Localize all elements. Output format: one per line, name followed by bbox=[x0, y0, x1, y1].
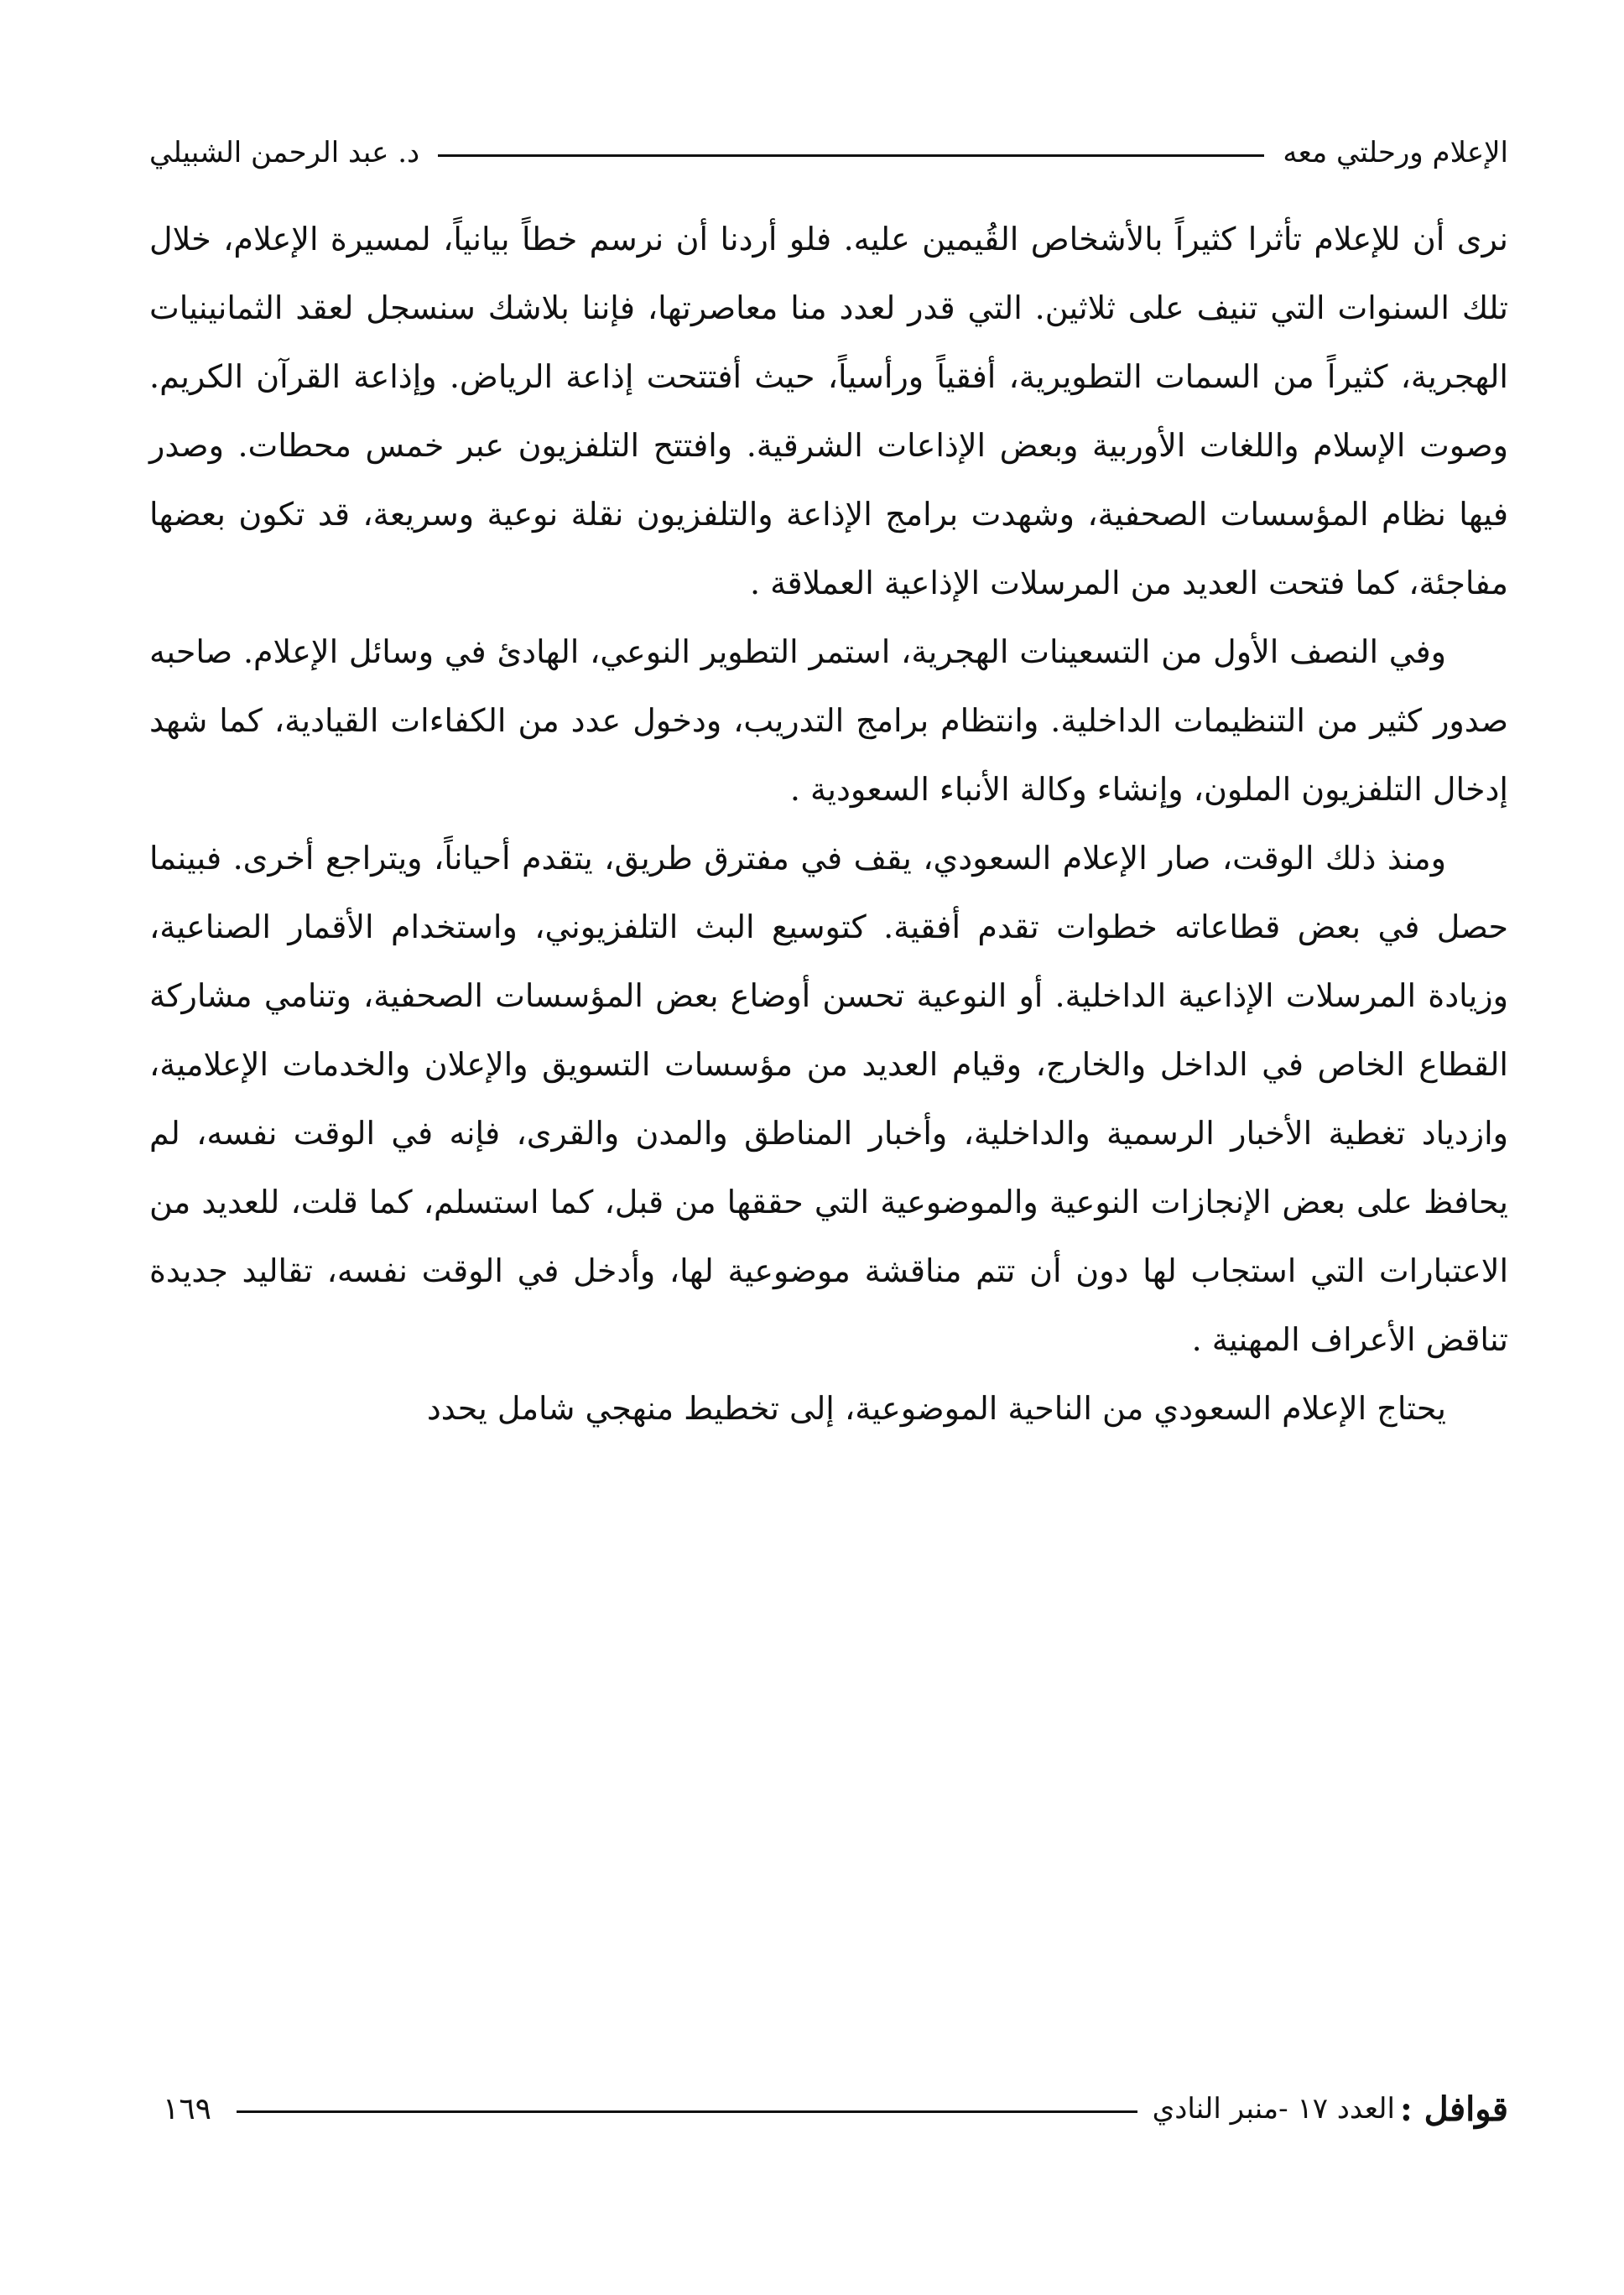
paragraph-2: وفي النصف الأول من التسعينات الهجرية، استمر التطوير النوعي، الهادئ في وسائل الإعلام. صاحبه صدور كثير من التنظيمات الداخلية. وانتظام برامج التدريب، ودخول عدد من الكفاءات القيادية، كما شهد إدخال التلفزيون الملون، وإنشاء وكالة الأنباء السعودية . bbox=[149, 633, 1508, 808]
footer-rule bbox=[237, 2110, 1137, 2113]
page-footer bbox=[159, 2082, 1508, 2136]
header-rule bbox=[438, 154, 1264, 157]
paragraph-3: ومنذ ذلك الوقت، صار الإعلام السعودي، يقف في مفترق طريق، يتقدم أحياناً، ويتراجع أخرى. فبينما حصل في بعض قطاعاته خطوات تقدم أفقية. كتوسيع البث التلفزيوني، واستخدام الأقمار الصناعية، وزيادة المرسلات الإذاعية الداخلية. أو النوعية تحسن أوضاع بعض المؤسسات الصحفية، وتنامي مشاركة القطاع الخاص في الداخل والخارج، وقيام العديد من مؤسسات التسويق والإعلان والخدمات الإعلامية، وازدياد تغطية الأخبار الرسمية والداخلية، وأخبار المناطق والمدن والقرى، فإنه في الوقت نفسه، لم يحافظ على بعض الإنجازات النوعية والموضوعية التي حققها من قبل، كما استسلم، كما قلت، للعديد من الاعتبارات التي استجاب لها دون أن تتم مناقشة موضوعية لها، وأدخل في الوقت نفسه، تقاليد جديدة تناقض الأعراف المهنية . bbox=[149, 840, 1508, 1358]
paragraph-4: يحتاج الإعلام السعودي من الناحية الموضوعية، إلى تخطيط منهجي شامل يحدد bbox=[426, 1390, 1446, 1427]
issue-info: العدد ١٧ -منبر النادي bbox=[1152, 2092, 1395, 2126]
book-title: الإعلام ورحلتي معه bbox=[1283, 136, 1508, 169]
author-name: د. عبد الرحمن الشبيلي bbox=[149, 136, 420, 169]
journal-name: قوافل : bbox=[1399, 2089, 1508, 2129]
body-text bbox=[149, 205, 1508, 1443]
running-header bbox=[149, 128, 1508, 178]
paragraph-1: نرى أن للإعلام تأثرا كثيراً بالأشخاص القُيمين عليه. فلو أردنا أن نرسم خطاً بيانياً، لمسيرة الإعلام، خلال تلك السنوات التي تنيف على ثلاثين. التي قدر لعدد منا معاصرتها، فإننا بلاشك سنسجل لعقد الثمانينيات الهجرية، كثيراً من السمات التطويرية، أفقياً ورأسياً، حيث أفتتحت إذاعة الرياض. وإذاعة القرآن الكريم. وصوت الإسلام واللغات الأوربية وبعض الإذاعات الشرقية. وافتتح التلفزيون عبر خمس محطات. وصدر فيها نظام المؤسسات الصحفية، وشهدت برامج الإذاعة والتلفزيون نقلة نوعية وسريعة، قد تكون بعضها مفاجئة، كما فتحت العديد من المرسلات الإذاعية العملاقة . bbox=[149, 221, 1508, 601]
page-number: ١٦٩ bbox=[163, 2091, 212, 2126]
